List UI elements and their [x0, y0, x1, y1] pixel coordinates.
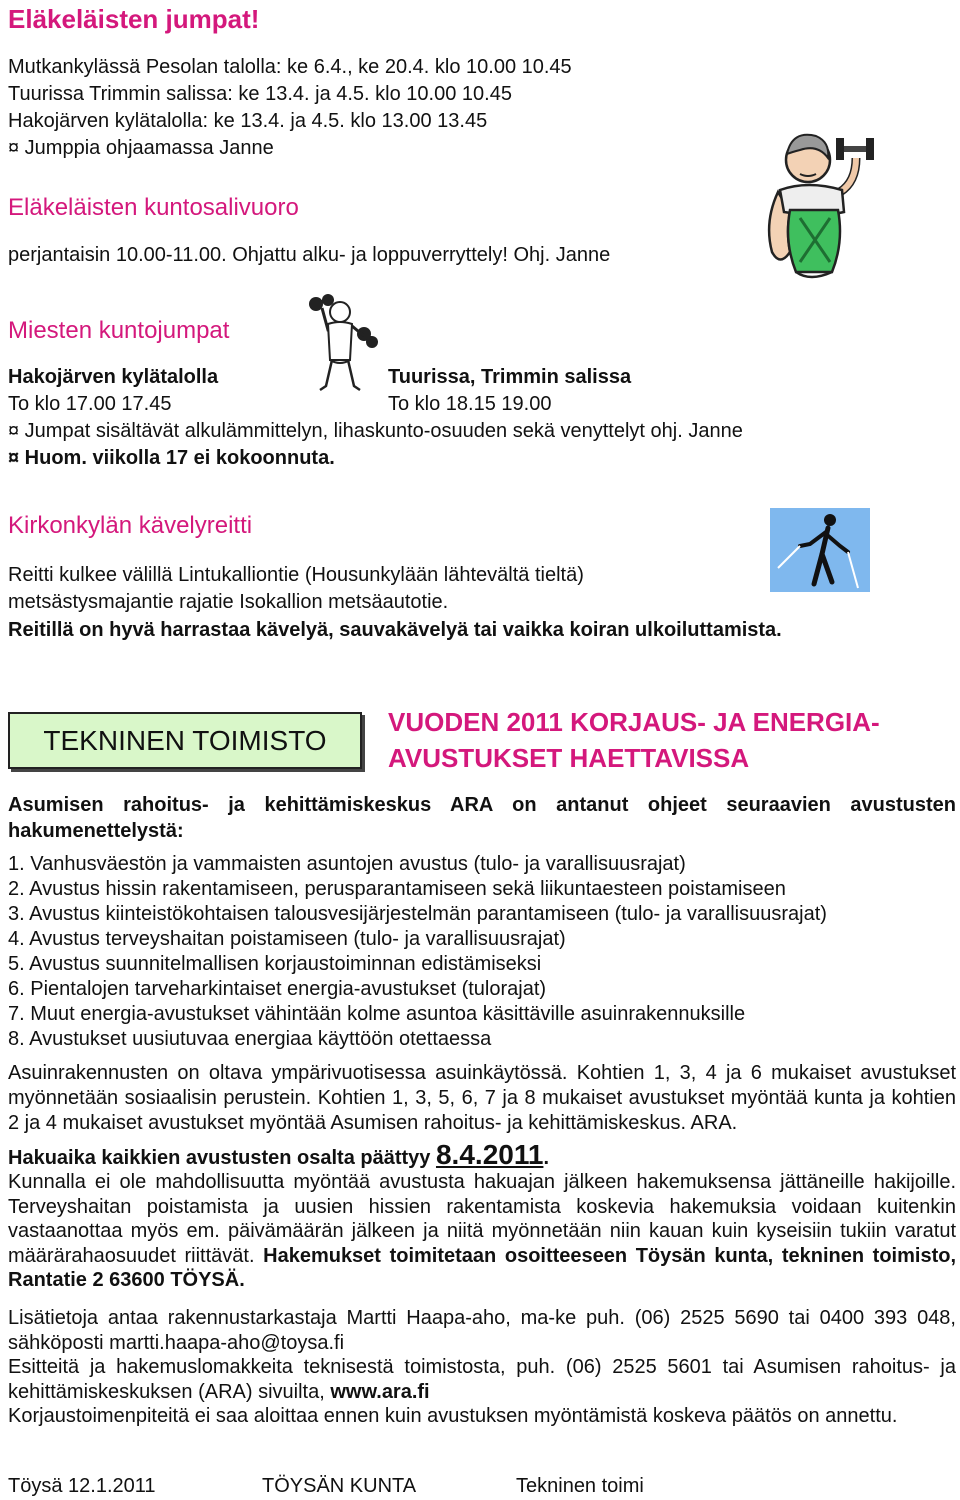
esitteita-paragraph [8, 1355, 956, 1404]
kuntosali-line: perjantaisin 10.00-11.00. Ohjattu alku- ja loppuverryttely! Ohj. Janne [8, 244, 611, 266]
ara-link[interactable]: www.ara.fi [330, 1380, 430, 1403]
jumpat-line-4: ¤ Jumppia ohjaamassa Janne [8, 137, 274, 159]
ara-intro: Asumisen rahoitus- ja kehittämiskeskus ARA on antanut ohjeet seuraavien avustusten hakumenettelystä: [8, 794, 956, 842]
tekninen-toimisto-label: TEKNINEN TOIMISTO [43, 725, 327, 756]
hakemukset-osoite: Hakemukset toimitetaan osoitteeseen Töysän kunta, tekninen toimisto, Rantatie 2 63600 TÖYSÄ. [8, 1244, 957, 1291]
list-item: 4. Avustus terveyshaitan poistamiseen (tulo- ja varallisuusrajat) [8, 928, 566, 950]
list-item: 7. Muut energia-avustukset vähintään kolme asuntoa käsittäville asuinrakennuksille [8, 1003, 746, 1025]
kavely-line-3: Reitillä on hyvä harrastaa kävelyä, sauvakävelyä tai vaikka koiran ulkoiluttamista. [8, 619, 782, 641]
list-item: 3. Avustus kiinteistökohtaisen talousvesijärjestelmän parantamiseen (tulo- ja varallisuusrajat) [8, 903, 827, 925]
man-dumbbells-icon [300, 290, 380, 394]
jumpat-title: Eläkeläisten jumpat! [8, 4, 260, 34]
hakuaika-line [8, 1140, 549, 1173]
jumpat-line-2: Tuurissa Trimmin salissa: ke 13.4. ja 4.5. klo 10.00 10.45 [8, 83, 512, 105]
kavely-title: Kirkonkylän kävelyreitti [8, 512, 253, 539]
korjaustoimenpiteet-paragraph: Korjaustoimenpiteitä ei saa aloittaa ennen kuin avustuksen myöntämistä koskeva päätös on annettu. [8, 1405, 898, 1427]
kavely-line-2: metsästysmajantie rajatie Isokallion metsäautotie. [8, 591, 449, 613]
esitteita-text: Esitteitä ja hakemuslomakkeita teknisestä toimistosta, puh. (06) 2525 5601 tai Asumisen rahoitus- ja kehittämiskeskuksen (ARA) sivuilta, [8, 1356, 956, 1403]
miesten-title: Miesten kuntojumpat [8, 317, 230, 344]
avustus-list [8, 852, 827, 1052]
tekninen-toimisto-box [8, 712, 362, 769]
miesten-time-b: To klo 18.15 19.00 [388, 393, 552, 415]
jumpat-line-3: Hakojärven kylätalolla: ke 13.4. ja 4.5. klo 13.00 13.45 [8, 110, 488, 132]
footer-dept: Tekninen toimi [516, 1475, 644, 1497]
miesten-place-b: Tuurissa, Trimmin salissa [388, 366, 632, 388]
miesten-place-a: Hakojärven kylätalolla [8, 366, 219, 388]
footer-org: TÖYSÄN KUNTA [262, 1475, 417, 1497]
hakuaika-prefix: Hakuaika kaikkien avustusten osalta päättyy [8, 1147, 436, 1169]
kavely-line-1: Reitti kulkee välillä Lintukalliontie (Housunkylään lähtevältä tieltä) [8, 564, 584, 586]
avustukset-heading-2: AVUSTUKSET HAETTAVISSA [388, 743, 750, 773]
list-item: 8. Avustukset uusiutuvaa energiaa käyttöön otettaessa [8, 1028, 492, 1050]
miesten-note-1: ¤ Jumpat sisältävät alkulämmittelyn, lihaskunto-osuuden sekä venyttelyt ohj. Janne [8, 420, 743, 442]
miesten-note-2: ¤ Huom. viikolla 17 ei kokoonnuta. [8, 447, 335, 469]
miesten-time-a: To klo 17.00 17.45 [8, 393, 172, 415]
jumpat-line-1: Mutkankylässä Pesolan talolla: ke 6.4., ke 20.4. klo 10.00 10.45 [8, 56, 572, 78]
asuinrakennus-paragraph: Asuinrakennusten on oltava ympärivuotisessa asuinkäytössä. Kohtien 1, 3, 4 ja 6 mukaiset avustukset myönnetään sosiaalisin perustein. Kohtien 1, 3, 5, 6, 7 ja 8 mukaiset avustukset myöntää kunta ja kohtien 2 ja 4 mukaiset avustukset myöntää Asumisen rahoitus- ja kehittämiskeskus. ARA. [8, 1062, 956, 1134]
list-item: 6. Pientalojen tarveharkintaiset energia-avustukset (tulorajat) [8, 978, 547, 1000]
hakuaika-suffix: . [543, 1147, 549, 1169]
kuntosali-title: Eläkeläisten kuntosalivuoro [8, 194, 299, 221]
footer-place-date: Töysä 12.1.2011 [8, 1475, 156, 1497]
nordic-walker-icon [770, 508, 870, 592]
kunnalla-text: Kunnalla ei ole mahdollisuutta myöntää avustusta hakuajan jälkeen hakemuksensa jättäneille hakijoille. Terveyshaitan poistamista ja uusien hissien rakentamista koskevia hakemuksia voidaan kuitenkin vastaanottaa myös em. päivämäärän jälkeen ja niitä myönnetään niin kauan kuin kyseisiin tukiin varatut määrärahaosuudet riittävät. [8, 1171, 956, 1267]
kunnalla-paragraph [8, 1170, 956, 1293]
hakuaika-date: 8.4.2011 [435, 1139, 544, 1170]
woman-dumbbell-icon [760, 122, 900, 287]
list-item: 1. Vanhusväestön ja vammaisten asuntojen avustus (tulo- ja varallisuusrajat) [8, 853, 686, 875]
avustukset-heading-1: VUODEN 2011 KORJAUS- JA ENERGIA- [388, 707, 880, 737]
list-item: 5. Avustus suunnitelmallisen korjaustoiminnan edistämiseksi [8, 953, 542, 975]
lisatietoja-paragraph: Lisätietoja antaa rakennustarkastaja Martti Haapa-aho, ma-ke puh. (06) 2525 5690 tai 0400 393 048, sähköposti martti.haapa-aho@toysa.fi [8, 1307, 956, 1354]
list-item: 2. Avustus hissin rakentamiseen, perusparantamiseen sekä liikuntaesteen poistamiseen [8, 878, 786, 900]
